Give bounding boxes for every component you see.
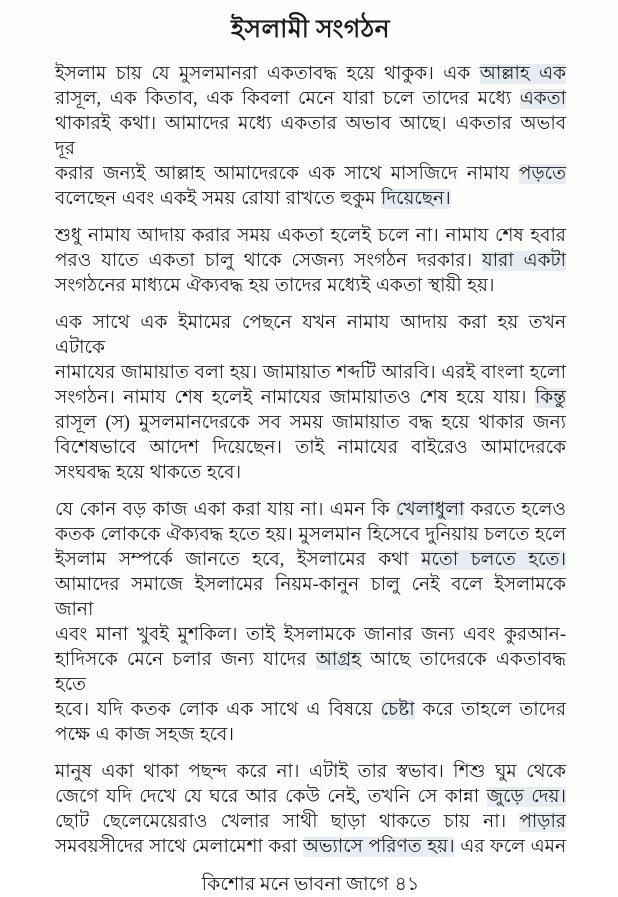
paragraph [55,760,566,860]
text-segment: হবে। যদি কতক লোক এক সাথে এ বিষয়ে [55,700,381,720]
text-segment: নামাযের জামায়াত বলা হয়। জামায়াত শব্দটি আরবি। এরই বাংলা হলো [55,363,566,383]
text-segment: এবং মানা খুবই মুশকিল। তাই ইসলামকে জানার জন্য এবং কুরআন- [55,625,566,645]
body-text [55,62,566,860]
text-line [55,311,566,361]
text-line [55,623,566,648]
text-segment: করে তাহলে তাদের [414,700,567,720]
text-line [55,573,566,623]
scan-smudge-text: দিয়েছেন। [381,189,451,209]
text-segment: থাকারই কথা। আমাদের মধ্যে একতার অভাব আছে। একতার অভাব দূর [55,114,566,159]
text-segment: আছে তাদেরকে একতাবদ্ধ হতে [55,650,566,695]
text-segment: পরও যাতে একতা চালু থাকে সেজন্য সংগঠন দরকার। [55,251,483,271]
scan-smudge-text: যারা একটা [482,251,566,271]
page-title: ইসলামী সংগঠন [230,16,391,43]
text-line [55,162,566,187]
scan-smudge-text: জুড়ে দেয়। [486,787,566,807]
text-line [55,548,566,573]
scan-smudge-text: চেষ্টা [380,700,415,720]
scan-smudge-text: খেলাধুলা [396,500,465,520]
text-segment: করতে হলেও [464,500,566,520]
text-line [55,723,566,748]
text-segment: জেগে যদি দেখে যে ঘরে আর কেউ নেই, তখনি সে কান্না [55,787,487,807]
text-segment: এক সাথে এক ইমামের পেছনে যখন নামায আদায় করা হয় তখন এটাকে [55,313,566,358]
paragraph [55,311,566,486]
scan-smudge-text: আল্লাহ এক [479,64,566,84]
text-segment: মানুষ একা থাকা পছন্দ করে না। এটাই তার স্বভাব। শিশু ঘুম থেকে [55,762,566,782]
paragraph [55,62,566,212]
text-segment: কতক লোককে ঐক্যবদ্ধ হতে হয়। মুসলমান হিসেবে দুনিয়ায় চলতে হলে [55,525,566,545]
text-segment: ইসলাম চায় যে মুসলমানরা একতাবদ্ধ হয়ে থাকুক। এক [55,64,480,84]
scan-smudge-text: অভ্যাসে পরিণত হয়। [302,837,455,857]
text-segment: সমবয়সীদের সাথে মেলামেশা করা [55,837,303,857]
scan-smudge-text: পাড়ার [519,812,566,832]
text-segment: ইসলাম সম্পর্কে জানতে হবে, ইসলামের কথা [55,550,422,570]
text-segment: সংগঠনের মাধ্যমে ঐক্যবদ্ধ হয় তাদের মধ্যেই একতা স্থায়ী হয়। [55,276,495,296]
text-line [55,224,566,249]
text-line [55,62,566,87]
text-segment: এর ফলে এমন [454,837,566,857]
page-footer [55,872,566,897]
text-line [55,361,566,386]
text-line [55,386,566,411]
scan-smudge-text: কিন্তু [535,388,566,408]
text-line [55,648,566,698]
footer-book-title: কিশোর মনে ভাবনা জাগে [201,874,389,895]
text-segment: করার জন্যই আল্লাহ আমাদেরকে এক সাথে মাসজিদে নামায [55,164,519,184]
text-line [55,698,566,723]
text-segment: সংগঠন। নামায শেষ হলেই নামাযের জামায়াতও শেষ হয়ে যায়। [55,388,535,408]
text-line [55,461,566,486]
text-segment: ছোট ছেলেমেয়েরাও খেলার সাথী ছাড়া থাকতে চায় না। [55,812,520,832]
footer-page-number: ৪১ [394,874,420,895]
text-line [55,523,566,548]
text-segment: বলেছেন এবং একই সময় রোযা রাখতে হুকুম [55,189,382,209]
scan-smudge-text: একতা [519,89,566,109]
text-line [55,112,566,162]
text-line [55,498,566,523]
text-segment: সংঘবদ্ধ হয়ে থাকতে হবে। [55,463,242,483]
text-segment: যে কোন বড় কাজ একা করা যায় না। এমন কি [55,500,397,520]
text-line [55,274,566,299]
text-line [55,436,566,461]
paragraph [55,498,566,748]
text-line [55,87,566,112]
text-line [55,411,566,436]
text-line [55,810,566,835]
text-line [55,785,566,810]
text-segment: বিশেষভাবে আদেশ দিয়েছেন। তাই নামাযের বাইরেও আমাদেরকে [55,438,566,458]
text-segment: রাসূল, এক কিতাব, এক কিবলা মেনে যারা চলে তাদের মধ্যে [55,89,520,109]
text-segment: আমাদের সমাজে ইসলামের নিয়ম-কানুন চালু নেই বলে ইসলামকে জানা [55,575,566,620]
text-segment: পক্ষে এ কাজ সহজ হবে। [55,725,234,745]
text-segment: রাসূল (স) মুসলমানদেরকে সব সময় জামায়াত বদ্ধ হয়ে থাকার জন্য [55,413,566,433]
text-line [55,249,566,274]
scan-smudge-text: আগ্রহ [315,650,361,670]
text-line [55,835,566,860]
text-segment: শুধু নামায আদায় করার সময় একতা হলেই চলে না। নামায শেষ হবার [55,226,566,246]
scan-smudge-text: মতো চলতে হতে। [421,550,566,570]
scan-smudge-text: পড়তে [518,164,566,184]
text-segment: হাদিসকে মেনে চলার জন্য যাদের [55,650,316,670]
paragraph [55,224,566,299]
text-line [55,187,566,212]
text-line [55,760,566,785]
